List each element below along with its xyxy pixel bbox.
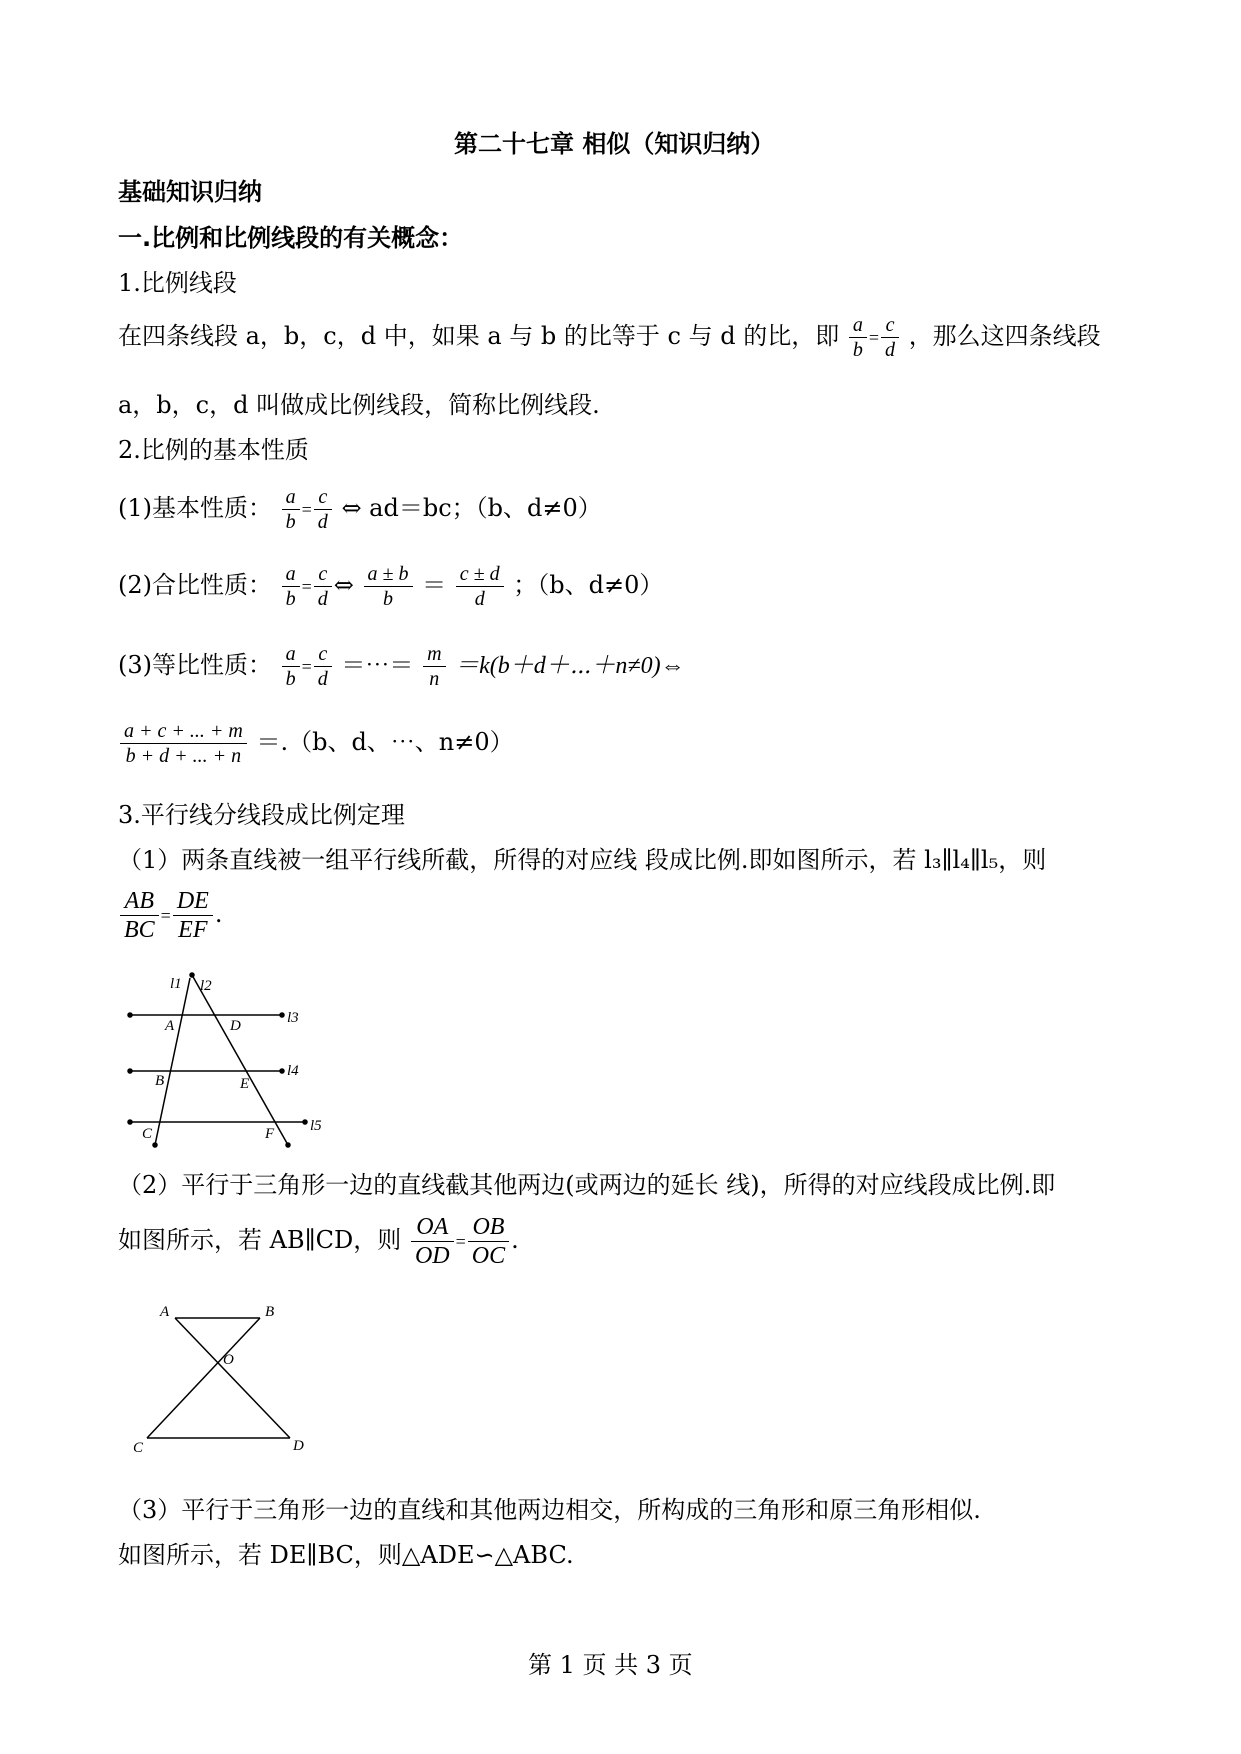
label-C: C — [133, 1440, 144, 1456]
prop3-label: (3)等比性质： — [118, 651, 272, 679]
segment-BC — [147, 1318, 260, 1438]
item1-text-b: ，那么这四条线段 — [908, 322, 1101, 350]
label-B: B — [265, 1304, 275, 1320]
label-l2: l2 — [200, 978, 212, 994]
label-A: A — [160, 1304, 170, 1320]
label-D: D — [230, 1018, 241, 1034]
fraction-a-b: $\frac{a}{b}$ — [282, 642, 300, 691]
item1-line1: 在四条线段 a，b，c，d 中，如果 a 与 b 的比等于 c 与 d 的比，即 $\frac{a}{b}$ = $\frac{c}{d}$ ，那么这四条线段 — [118, 314, 1101, 361]
prop1-tail: ⇔ ad＝bc；（b、d≠0） — [341, 494, 602, 522]
label-B: B — [155, 1073, 165, 1089]
page-footer: 第 1 页 共 3 页 — [528, 1651, 693, 1679]
prop1-line: (1)基本性质： $\frac{a}{b}$ = $\frac{c}{d}$ ⇔ ad＝bc；（b、d≠0） — [118, 486, 602, 533]
item2-title: 2.比例的基本性质 — [118, 436, 309, 464]
prop3-line2-tail: ＝.（b、d、⋯、n≠0） — [256, 728, 514, 756]
prop3-line2 — [118, 714, 514, 770]
label-l1: l1 — [170, 976, 182, 992]
fraction-a-plusminus-b: $\frac{a \pm b}{b}$ — [364, 562, 413, 611]
fraction-a-b: $\frac{a}{b}$ — [849, 313, 867, 362]
item3-2-line2: 如图所示，若 AB∥CD，则 $\frac{OA}{OD}$ = $\frac{OB}{OC}$ . — [118, 1214, 519, 1269]
fraction-OA-OD: $\frac{OA}{OD}$ — [411, 1213, 454, 1270]
item3-1-text: （1）两条直线被一组平行线所截，所得的对应线 段成比例.即如图所示，若 l₃∥l₄∥l₅，则 — [118, 846, 1047, 874]
fraction-DE-EF: $\frac{DE}{EF}$ — [173, 887, 213, 944]
item3-title: 3.平行线分线段成比例定理 — [118, 801, 405, 829]
parallel-lines-diagram — [120, 970, 340, 1150]
section-heading: 基础知识归纳 — [118, 178, 262, 206]
fraction-a-b: $\frac{a}{b}$ — [282, 562, 300, 611]
item1-text-a: 在四条线段 a，b，c，d 中，如果 a 与 b 的比等于 c 与 d 的比，即 — [118, 322, 840, 350]
prop3-tail: ＝k(b＋d＋⋯＋n≠0)⇔ — [455, 653, 685, 679]
item3-3-text-a: （3）平行于三角形一边的直线和其他两边相交，所构成的三角形和原三角形相似. — [118, 1496, 981, 1524]
item3-3-text-b: 如图所示，若 DE∥BC，则△ADE∽△ABC. — [118, 1541, 574, 1569]
item1-title: 1.比例线段 — [118, 269, 237, 297]
prop3-line: (3)等比性质： $\frac{a}{b}$ = $\frac{c}{d}$ ＝⋯＝ $\frac{m}{n}$ ＝k(b＋d＋⋯＋n≠0)⇔ — [118, 643, 685, 690]
fraction-c-d: $\frac{c}{d}$ — [314, 485, 332, 534]
fraction-c-d: $\frac{c}{d}$ — [314, 562, 332, 611]
label-l3: l3 — [287, 1010, 299, 1026]
label-C: C — [142, 1126, 153, 1142]
label-l4: l4 — [287, 1063, 299, 1079]
fraction-sum: $\frac{a + c + ... + m}{b + d + ... + n}$ — [120, 719, 247, 768]
line-l1 — [155, 978, 190, 1145]
fraction-c-d: $\frac{c}{d}$ — [881, 313, 899, 362]
label-E: E — [240, 1076, 250, 1092]
label-l5: l5 — [310, 1118, 322, 1134]
item3-2-text-b: 如图所示，若 AB∥CD，则 — [118, 1226, 402, 1254]
label-A: A — [165, 1018, 175, 1034]
prop1-label: (1)基本性质： — [118, 494, 272, 522]
prop2-line: (2)合比性质： $\frac{a}{b}$ = $\frac{c}{d}$ ⇔ $\frac{a \pm b}{b}$ ＝ $\frac{c \pm d}{d}$ ；（b、d≠0） — [118, 563, 664, 610]
part1-heading: 一.比例和比例线段的有关概念： — [118, 224, 464, 252]
item3-1-formula: $\frac{AB}{BC}$ = $\frac{DE}{EF}$ . — [118, 886, 222, 944]
fraction-OB-OC: $\frac{OB}{OC}$ — [468, 1213, 509, 1270]
hourglass-triangle-diagram — [125, 1300, 315, 1460]
fraction-a-b: $\frac{a}{b}$ — [282, 485, 300, 534]
page-title: 第二十七章 相似（知识归纳） — [454, 130, 775, 158]
fraction-c-d: $\frac{c}{d}$ — [314, 642, 332, 691]
label-O: O — [223, 1352, 234, 1368]
segment-AD — [175, 1318, 290, 1438]
label-F: F — [265, 1126, 275, 1142]
prop2-label: (2)合比性质： — [118, 571, 272, 599]
fraction-m-n: $\frac{m}{n}$ — [423, 642, 445, 691]
fraction-c-plusminus-d: $\frac{c \pm d}{d}$ — [456, 562, 504, 611]
label-D: D — [293, 1438, 304, 1454]
item3-2-text-a: （2）平行于三角形一边的直线截其他两边(或两边的延长 线)，所得的对应线段成比例.即 — [118, 1171, 1056, 1199]
fraction-AB-BC: $\frac{AB}{BC}$ — [120, 887, 159, 944]
prop2-tail: ；（b、d≠0） — [513, 571, 664, 599]
item1-text-c: a，b，c，d 叫做成比例线段，简称比例线段. — [118, 391, 600, 419]
line-l2 — [192, 975, 288, 1145]
